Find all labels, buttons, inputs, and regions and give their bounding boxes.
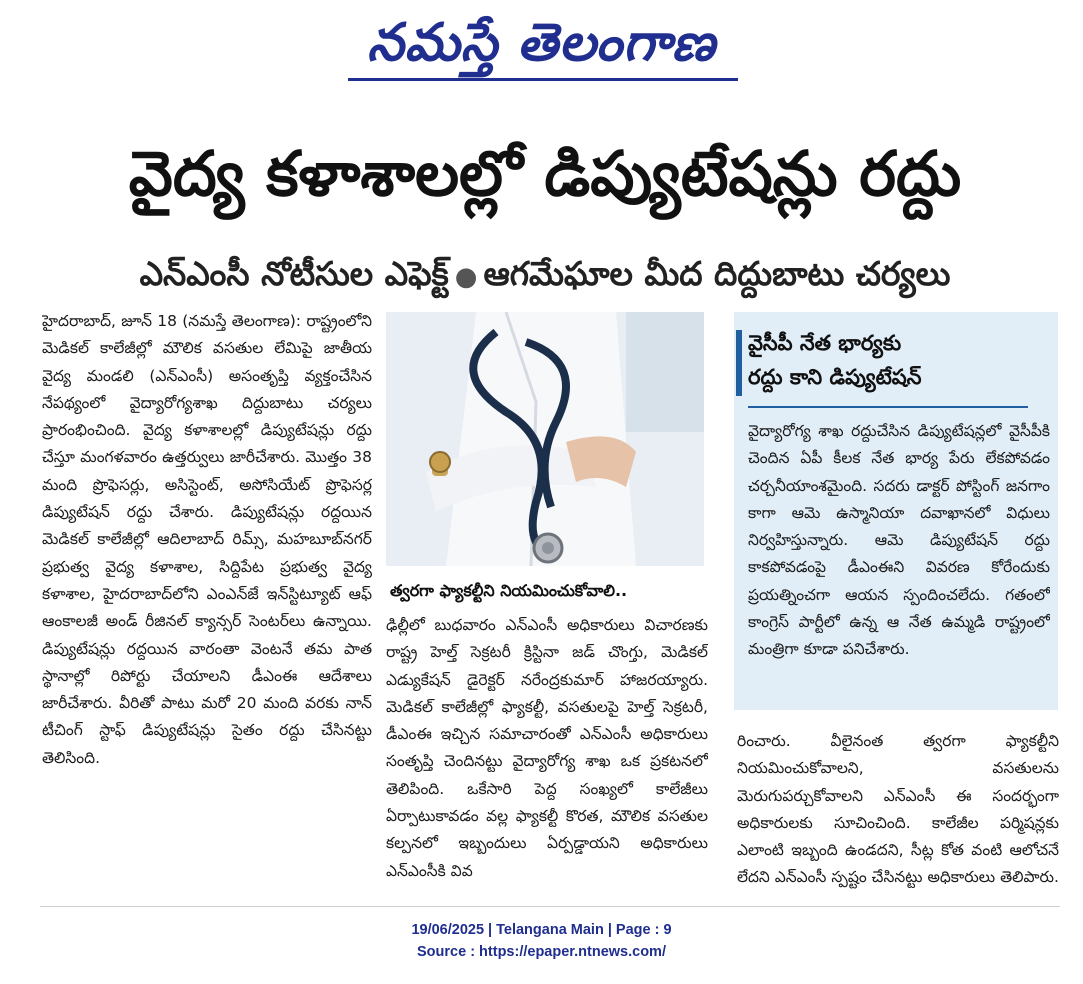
sidebar-title-underline xyxy=(748,406,1028,408)
subhead-part2: ఆగమేఘాల మీద దిద్దుబాటు చర్యలు xyxy=(483,254,951,293)
sidebar-title xyxy=(748,326,1048,394)
subhead-part1: ఎన్‌ఎంసీ నోటీసుల ఎఫెక్ట్ xyxy=(139,254,449,293)
sidebar-title-line1: వైసీపీ నేత భార్యకు xyxy=(748,331,902,355)
subheadline xyxy=(40,248,1050,300)
masthead-underline xyxy=(348,78,738,81)
sidebar-body: వైద్యారోగ్య శాఖ రద్దుచేసిన డిప్యుటేషన్లలో వైసీపీకి చెందిన ఏపీ కీలక నేత భార్య పేరు లేకపోవడం చర్చనీయాంశమైంది. సదరు డాక్టర్ పోస్టింగ్ జనగాం కాగా ఆమె ఉస్మానియా దవాఖానలో విధులు నిర్వహిస్తున్నారు. ఆమె డిప్యుటేషన్ రద్దు కాకపోవడంపై డీఎంఈని వివరణ కోరేందుకు ప్రయత్నించగా ఆయన స్పందించలేదు. గతంలో కాంగ్రెస్ పార్టీలో ఉన్న ఆ నేత ఉమ్మడి రాష్ట్రంలో మంత్రిగా కూడా పనిచేశారు. xyxy=(748,422,1050,659)
article-column-1: హైదరాబాద్, జూన్ 18 (నమస్తే తెలంగాణ): రాష్ట్రంలోని మెడికల్ కాలేజీల్లో మౌలిక వసతుల లేమిపై జాతీయ వైద్య మండలి (ఎన్‌ఎంసీ) అసంతృప్తి వ్యక్తంచేసిన నేపథ్యంలో వైద్యారోగ్యశాఖ దిద్దుబాటు చర్యలు ప్రారంభించింది. వైద్య కళాశాలల్లో డిప్యుటేషన్లు రద్దు చేస్తూ మంగళవారం ఉత్తర్వులు జారీచేశారు. మొత్తం 38 మంది ప్రొఫెసర్లు, అసిస్టెంట్, అసోసియేట్ ప్రొఫెసర్ల డిప్యుటేషన్ రద్దు చేశారు. డిప్యుటేషన్లు రద్దయిన మెడికల్ కాలేజీల్లో ఆదిలాబాద్ రిమ్స్, మహబూబ్‌నగర్ ప్రభుత్వ వైద్య కళాశాల, సిద్దిపేట ప్రభుత్వ వైద్య కళాశాల, హైదరాబాద్‌లోని ఎంఎన్‌జే ఇన్‌స్టిట్యూట్ ఆఫ్ ఆంకాలజీ అండ్ రీజినల్ క్యాన్సర్ సెంటర్‌లు ఉన్నాయి. డిప్యుటేషన్లు రద్దయిన వారంతా వెంటనే తమ పాత స్థానాల్లో రిపోర్టు చేయాలని డీఎంఈ ఆదేశాలు జారీచేశారు. వీరితో పాటు మరో 20 మంది వరకు నాన్ టీచింగ్ స్టాఫ్ డిప్యుటేషన్లు సైతం రద్దు చేసినట్టు తెలిసింది. xyxy=(42,312,372,767)
masthead-logo: నమస్తే తెలంగాణ xyxy=(367,12,716,73)
headline: వైద్య కళాశాలల్లో డిప్యుటేషన్లు రద్దు xyxy=(128,137,962,210)
article-column-3: రించారు. వీలైనంత త్వరగా ఫ్యాకల్టీని నియమించుకోవాలని, వసతులను మెరుగుపర్చుకోవాలని ఎన్‌ఎంసీ ఈ సందర్భంగా అధికారులకు సూచించింది. కాలేజీల పర్మిషన్లకు ఎలాంటి ఇబ్బంది ఉండదని, సీట్ల కోత వంటి ఆలోచనే లేదని ఎన్‌ఎంసీ స్పష్టం చేసినట్టు అధికారులు తెలిపారు. xyxy=(737,732,1059,887)
footer-source: Source : https://epaper.ntnews.com/ xyxy=(417,944,666,960)
sidebar-accent-bar xyxy=(736,330,742,396)
photo-caption: త్వరగా ఫ్యాకల్టీని నియమించుకోవాలి.. xyxy=(390,581,628,600)
bullet-dot-icon: ● xyxy=(454,262,478,292)
stethoscope-photo xyxy=(386,312,704,566)
footer-date-page: 19/06/2025 | Telangana Main | Page : 9 xyxy=(411,922,672,938)
page-divider xyxy=(40,906,1060,907)
sidebar-title-line2: రద్దు కాని డిప్యుటేషన్ xyxy=(748,365,922,389)
article-column-2: ఢిల్లీలో బుధవారం ఎన్‌ఎంసీ అధికారులు విచారణకు రాష్ట్ర హెల్త్ సెక్రటరీ క్రిస్టినా జడ్ చొంగ్తు, మెడికల్ ఎడ్యుకేషన్ డైరెక్టర్ నరేంద్రకుమార్ హాజరయ్యారు. మెడికల్ కాలేజీల్లో ఫ్యాకల్టీ, వసతులపై హెల్త్ సెక్రటరీ, డీఎంఈ ఇచ్చిన సమాచారంతో ఎన్‌ఎంసీ అధికారులు సంతృప్తి చెందినట్టు వైద్యారోగ్య శాఖ ఒక ప్రకటనలో తెలిపింది. ఒకేసారి పెద్ద సంఖ్యలో కాలేజీలు ఏర్పాటుకావడం వల్ల ఫ్యాకల్టీ కొరత, మౌలిక వసతుల కల్పనలో ఇబ్బందులు ఏర్పడ్డాయని అధికారులు ఎన్‌ఎంసీకి వివ xyxy=(386,616,708,880)
doctor-stethoscope-image xyxy=(386,312,704,566)
